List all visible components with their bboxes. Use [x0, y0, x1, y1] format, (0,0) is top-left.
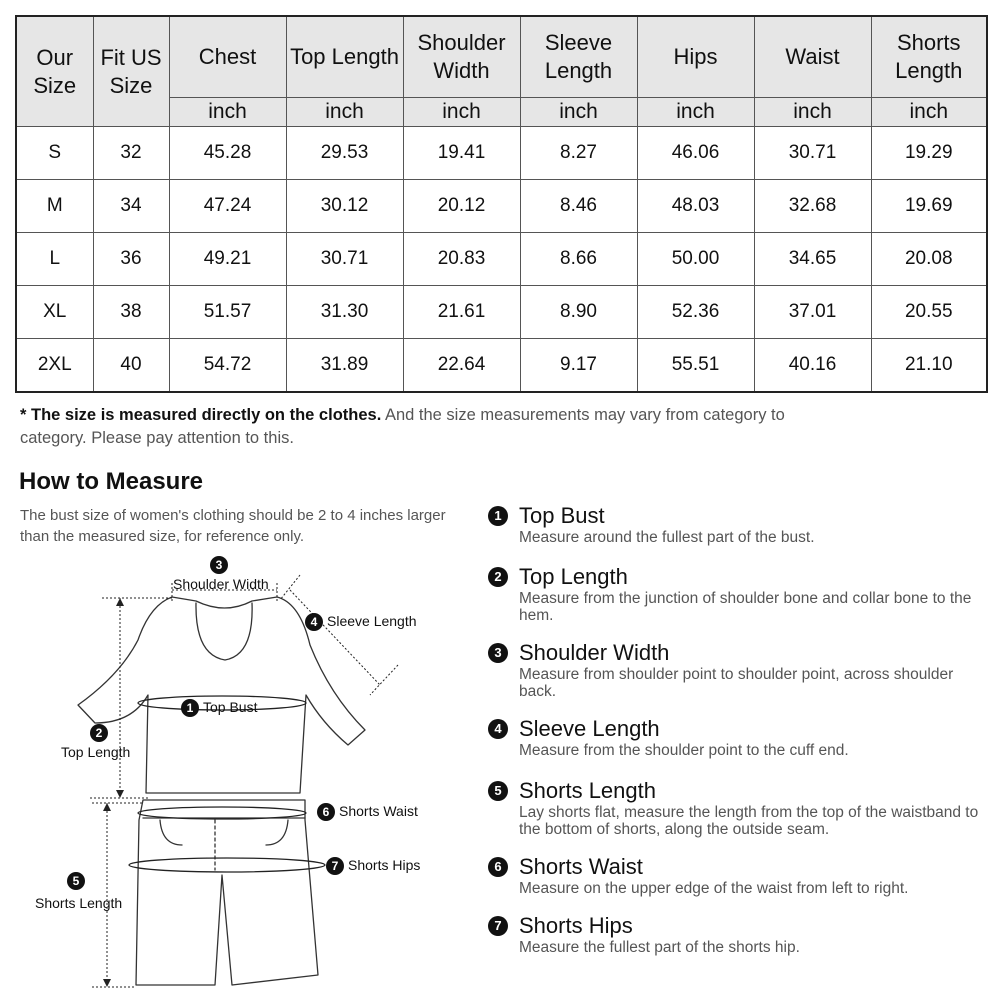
table-cell: 40	[93, 339, 169, 393]
number-3-icon: 3	[488, 643, 508, 663]
table-cell: 20.12	[403, 180, 520, 233]
guide-item-top-bust	[488, 503, 815, 546]
diagram-badge-2	[90, 724, 112, 742]
guide-title: Top Length	[519, 564, 628, 589]
label-shoulder-width: Shoulder Width	[173, 576, 269, 592]
neckline	[196, 603, 252, 660]
how-to-measure-subtitle: The bust size of women's clothing should be 2 to 4 inches larger than the measured size, for reference only.	[20, 507, 446, 545]
pocket-right	[266, 820, 288, 845]
guide-item-top-length	[488, 564, 988, 624]
number-6-icon: 6	[488, 857, 508, 877]
unit-label: inch	[871, 98, 987, 127]
table-cell: 20.83	[403, 233, 520, 286]
diagram-badge-5	[67, 872, 89, 890]
guide-title: Shorts Waist	[519, 854, 643, 879]
number-1-icon: 1	[488, 506, 508, 526]
table-row	[16, 233, 987, 286]
table-cell: 49.21	[169, 233, 286, 286]
table-cell: 32	[93, 127, 169, 180]
unit-label: inch	[169, 98, 286, 127]
table-row	[16, 339, 987, 393]
table-cell: 55.51	[637, 339, 754, 393]
table-cell: 22.64	[403, 339, 520, 393]
table-cell: 21.10	[871, 339, 987, 393]
table-cell: 34.65	[754, 233, 871, 286]
shorts-waist-text: Shorts Waist	[339, 803, 418, 819]
number-7-icon: 7	[488, 916, 508, 936]
table-cell: 8.27	[520, 127, 637, 180]
shorts-outline	[136, 800, 318, 985]
number-5-icon: 5	[67, 872, 85, 890]
diagram-badge-3	[210, 556, 232, 574]
table-cell: 20.55	[871, 286, 987, 339]
label-sleeve-length	[305, 613, 417, 631]
table-cell: 19.69	[871, 180, 987, 233]
header-sleeve-length: Sleeve Length	[520, 16, 637, 98]
table-cell: 32.68	[754, 180, 871, 233]
table-cell: 30.71	[754, 127, 871, 180]
label-shorts-length: Shorts Length	[35, 895, 123, 911]
header-shorts-length: Shorts Length	[871, 16, 987, 98]
guide-description: Measure the fullest part of the shorts hip.	[519, 939, 800, 956]
table-cell: 8.90	[520, 286, 637, 339]
guide-description: Lay shorts flat, measure the length from the top of the waistband to the bottom of shorts, along the outside seam.	[519, 804, 979, 838]
guide-item-shorts-length	[488, 778, 988, 838]
table-cell: 19.41	[403, 127, 520, 180]
guide-item-shoulder-width	[488, 640, 988, 700]
label-top-bust	[181, 699, 257, 717]
label-shorts-hips	[326, 857, 420, 875]
size-chart-table	[15, 15, 988, 393]
table-cell: 40.16	[754, 339, 871, 393]
measurement-note	[20, 404, 820, 450]
label-shorts-waist	[317, 803, 418, 821]
header-hips: Hips	[637, 16, 754, 98]
number-5-icon: 5	[488, 781, 508, 801]
table-cell: 51.57	[169, 286, 286, 339]
guide-description: Measure from the shoulder point to the cuff end.	[519, 742, 849, 759]
table-cell: 46.06	[637, 127, 754, 180]
unit-label: inch	[754, 98, 871, 127]
table-cell: 52.36	[637, 286, 754, 339]
how-to-measure-title: How to Measure	[19, 468, 204, 495]
guide-item-shorts-waist	[488, 854, 908, 897]
table-cell: 8.66	[520, 233, 637, 286]
guide-description: Measure from shoulder point to shoulder point, across shoulder back.	[519, 666, 954, 700]
table-cell: 2XL	[16, 339, 93, 393]
guide-item-sleeve-length	[488, 716, 849, 759]
table-cell: 34	[93, 180, 169, 233]
number-7-icon: 7	[326, 857, 344, 875]
guide-description: Measure around the fullest part of the bust.	[519, 529, 815, 546]
unit-label: inch	[520, 98, 637, 127]
table-cell: 50.00	[637, 233, 754, 286]
table-cell: 8.46	[520, 180, 637, 233]
header-our-size: Our Size	[16, 16, 93, 127]
number-2-icon: 2	[488, 567, 508, 587]
number-6-icon: 6	[317, 803, 335, 821]
table-cell: 21.61	[403, 286, 520, 339]
header-shoulder-width: Shoulder Width	[403, 16, 520, 98]
guide-title: Top Bust	[519, 503, 605, 528]
table-cell: 45.28	[169, 127, 286, 180]
table-cell: M	[16, 180, 93, 233]
table-cell: 30.71	[286, 233, 403, 286]
note-text: And the size measurements may vary from category to category. Please pay attention to this.	[20, 406, 785, 447]
shorts-hips-text: Shorts Hips	[348, 857, 421, 873]
top-bust-text: Top Bust	[203, 699, 258, 715]
table-cell: 36	[93, 233, 169, 286]
guide-title: Shoulder Width	[519, 640, 670, 665]
table-cell: 31.30	[286, 286, 403, 339]
table-cell: L	[16, 233, 93, 286]
table-cell: 48.03	[637, 180, 754, 233]
table-cell: 47.24	[169, 180, 286, 233]
table-cell: XL	[16, 286, 93, 339]
guide-title: Shorts Hips	[519, 913, 633, 938]
table-cell: 30.12	[286, 180, 403, 233]
guide-description: Measure on the upper edge of the waist from left to right.	[519, 880, 909, 897]
table-cell: 20.08	[871, 233, 987, 286]
header-waist: Waist	[754, 16, 871, 98]
guide-title: Sleeve Length	[519, 716, 660, 741]
number-3-icon: 3	[210, 556, 228, 574]
guide-description: Measure from the junction of shoulder bone and collar bone to the hem.	[519, 590, 972, 624]
unit-label: inch	[637, 98, 754, 127]
measurement-diagram	[0, 545, 470, 1000]
unit-label: inch	[403, 98, 520, 127]
number-4-icon: 4	[488, 719, 508, 739]
sleeve-length-text: Sleeve Length	[327, 613, 417, 629]
table-row	[16, 180, 987, 233]
number-1-icon: 1	[181, 699, 199, 717]
table-cell: 37.01	[754, 286, 871, 339]
table-row	[16, 286, 987, 339]
table-cell: 31.89	[286, 339, 403, 393]
label-top-length: Top Length	[61, 744, 131, 760]
unit-label: inch	[286, 98, 403, 127]
number-2-icon: 2	[90, 724, 108, 742]
header-top-length: Top Length	[286, 16, 403, 98]
header-fit-us-size: Fit US Size	[93, 16, 169, 127]
table-row	[16, 127, 987, 180]
note-bold: * The size is measured directly on the clothes.	[20, 406, 382, 424]
guide-title: Shorts Length	[519, 778, 656, 803]
table-cell: 29.53	[286, 127, 403, 180]
table-cell: 38	[93, 286, 169, 339]
header-chest: Chest	[169, 16, 286, 98]
table-cell: 9.17	[520, 339, 637, 393]
table-cell: 54.72	[169, 339, 286, 393]
number-4-icon: 4	[305, 613, 323, 631]
table-cell: 19.29	[871, 127, 987, 180]
pocket-left	[160, 820, 182, 845]
guide-item-shorts-hips	[488, 913, 800, 956]
table-cell: S	[16, 127, 93, 180]
